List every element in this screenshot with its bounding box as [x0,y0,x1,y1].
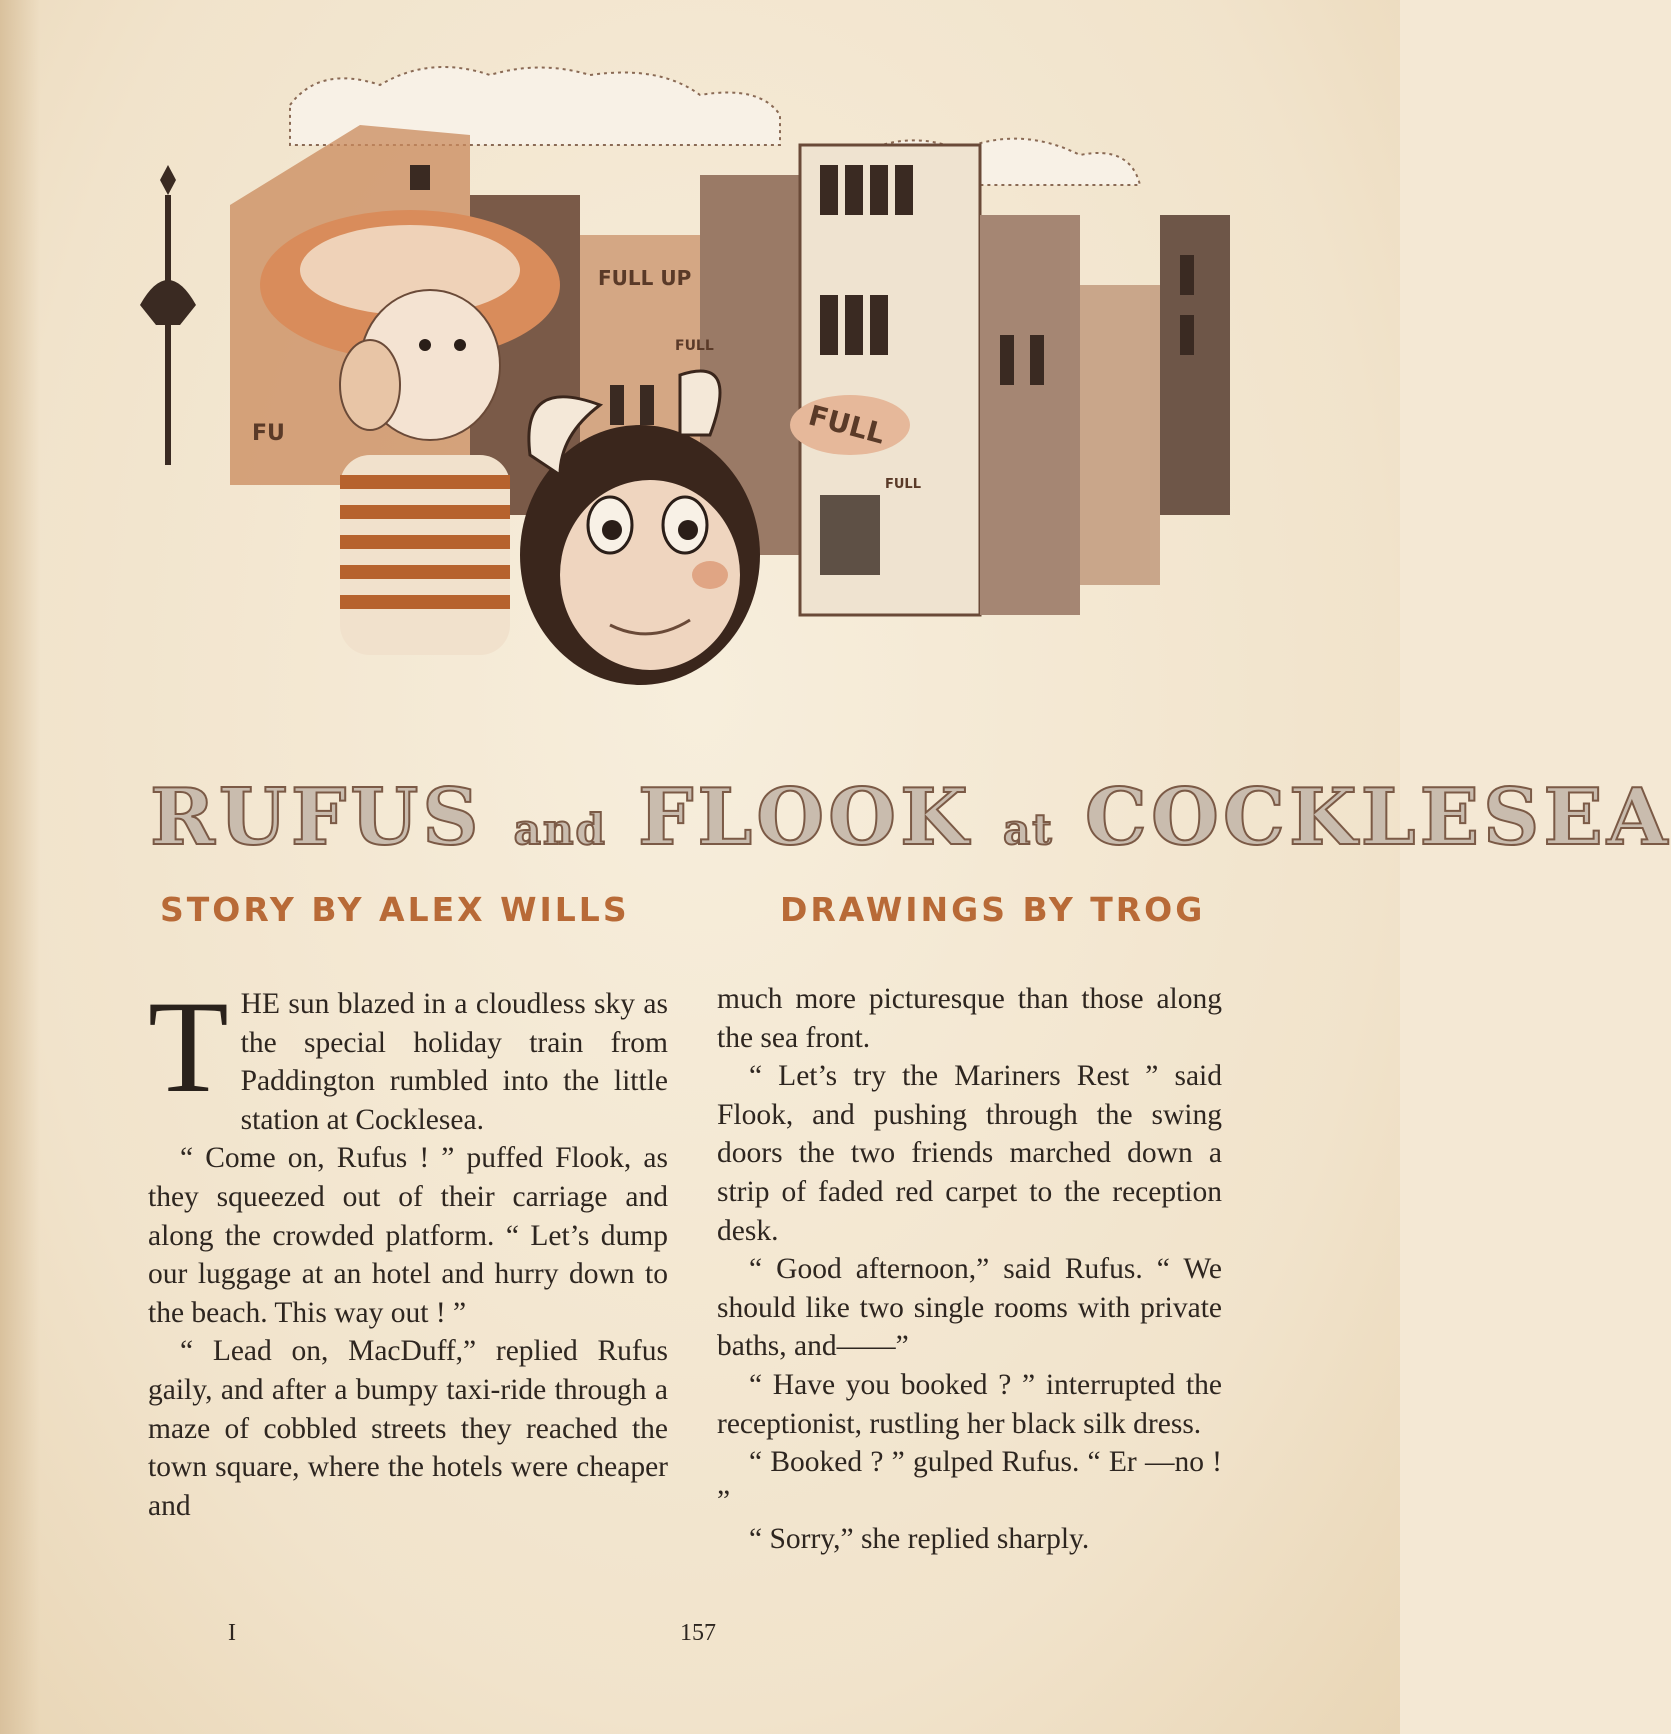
sign-full-up: FULL UP [598,266,692,290]
paragraph: “ Sorry,” she replied sharply. [749,1523,1090,1556]
sign-full-door: FULL [885,477,922,492]
byline-drawings-credit: DRAWINGS BY TROG [780,890,1206,929]
paragraph: “ Booked ? ” gulped Rufus. “ Er —no ! ” [717,1446,1222,1517]
paragraph: “ Good afternoon,” said Rufus. “ We should like two single rooms with private baths, and——” [717,1253,1222,1363]
title-word-at: at [1003,805,1054,854]
signature-mark: I [228,1620,236,1646]
paragraph: “ Come on, Rufus ! ” puffed Flook, as they squeezed out of their carriage and along the crowded platform. “ Let’s dump our luggage at an hotel and hurry down to the beach. This way out ! ” [148,1142,668,1329]
paragraph: “ Let’s try the Mariners Rest ” said Flook, and pushing through the swing doors the two friends marched down a strip of faded red carpet to the reception desk. [717,1060,1222,1247]
text-column-right [717,980,1222,1559]
paragraph: “ Lead on, MacDuff,” replied Rufus gaily, and after a bumpy taxi-ride through a maze of cobbled streets they reached the town square, where the hotels were cheaper and [148,1335,668,1522]
paragraph: “ Have you booked ? ” interrupted the receptionist, rustling her black silk dress. [717,1368,1222,1440]
paragraph: much more picturesque than those along the sea front. [717,983,1222,1054]
paragraph-text: HE sun blazed in a cloudless sky as the special holiday train from Paddington rumbled into the little station at Cocklesea. [240,988,668,1136]
text-column-left [148,973,668,1525]
title-word-cocklesea: COCKLESEA [1084,772,1671,863]
lamp-post-illustration [140,165,196,465]
title-word-rufus: RUFUS [150,772,483,863]
title-word-flook: FLOOK [638,772,972,863]
story-title [150,770,1671,880]
title-heading [150,770,1671,878]
sign-fu: FU [252,421,285,446]
page-number: 157 [680,1620,716,1646]
gutter-shadow [0,0,40,1734]
paragraph [148,973,668,1139]
title-word-and: and [513,805,607,854]
drop-cap: T [148,973,229,1120]
sign-full-big: FULL [805,398,889,451]
byline-story-credit: STORY BY ALEX WILLS [160,890,630,929]
illustration-rufus-and-flook [140,55,1260,765]
sign-full-small: FULL [675,338,714,354]
byline [160,885,1210,935]
